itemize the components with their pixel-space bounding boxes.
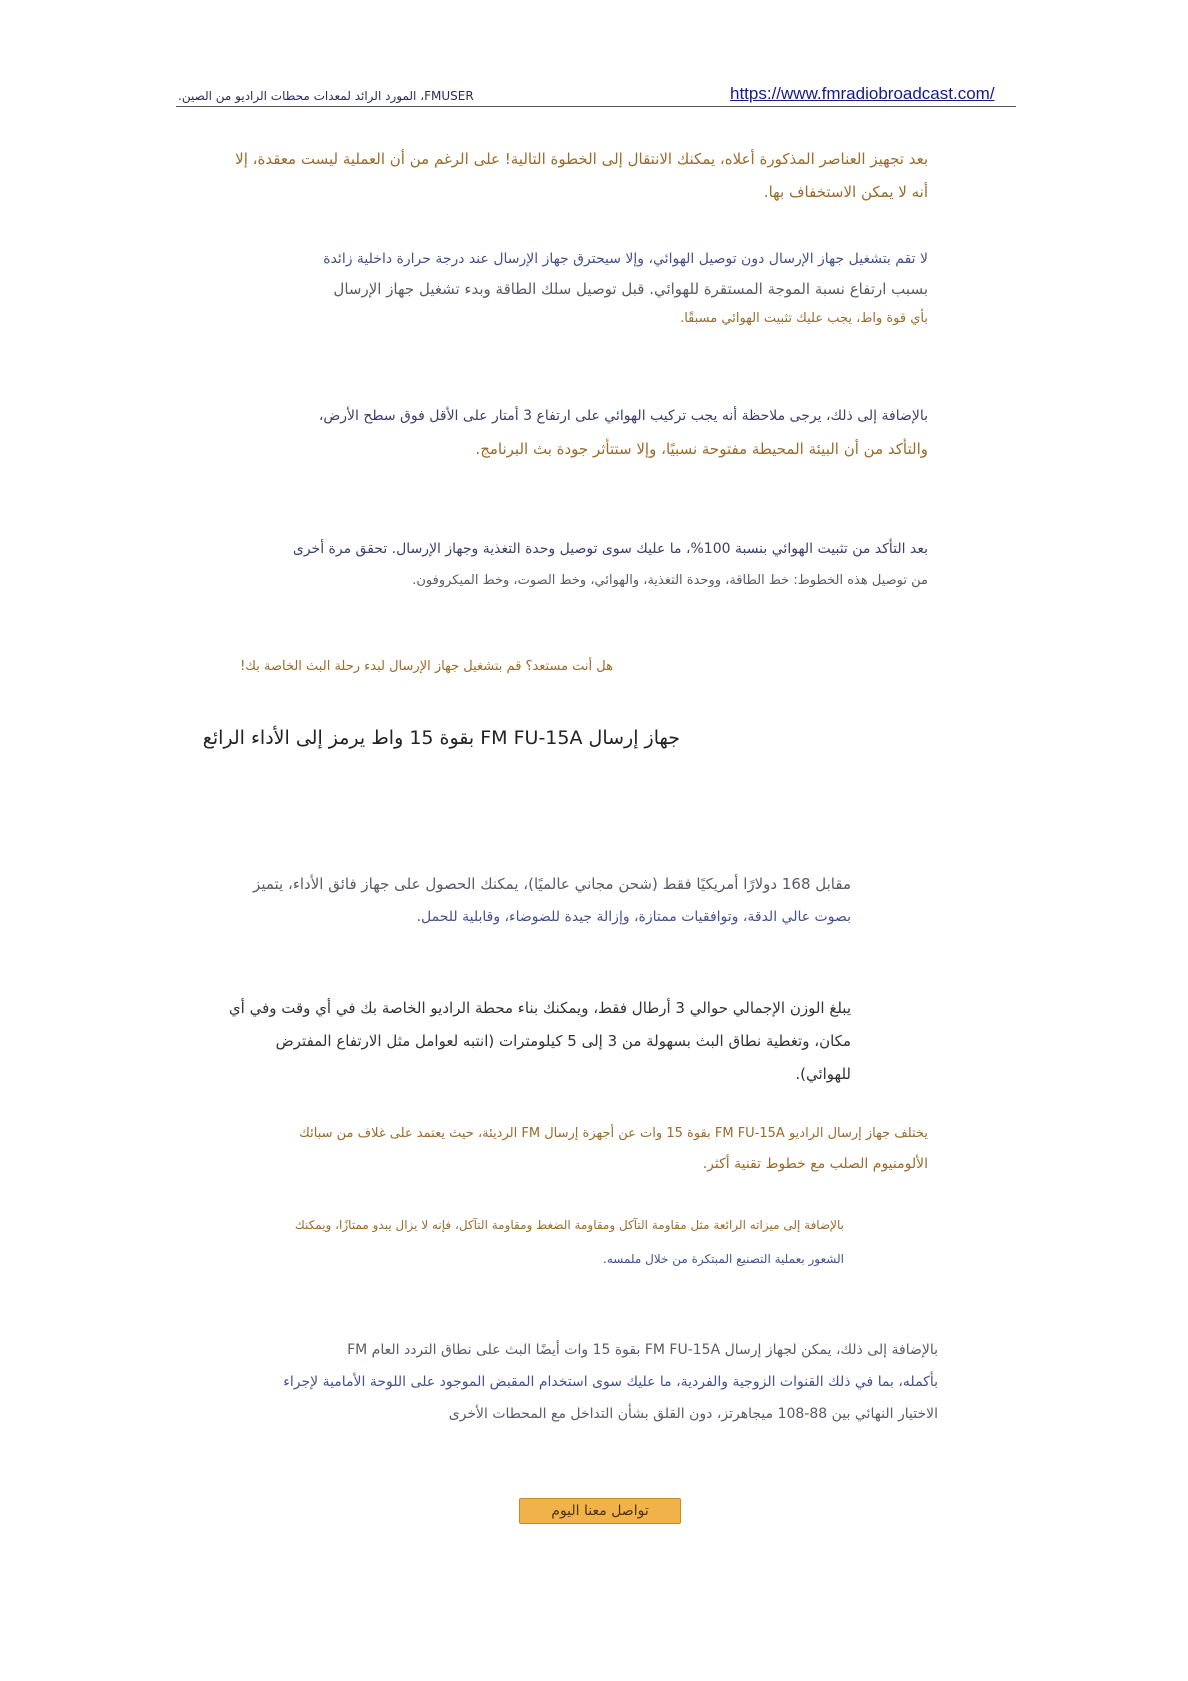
paragraph-line: من توصيل هذه الخطوط: خط الطاقة، ووحدة التغذية، والهوائي، وخط الصوت، وخط الميكروفون. bbox=[412, 573, 928, 588]
paragraph-line: الاختيار النهائي بين 88-108 ميجاهرتز، دون القلق بشأن التداخل مع المحطات الأخرى bbox=[448, 1406, 938, 1422]
paragraph-intro bbox=[178, 143, 928, 209]
paragraph-line: بعد التأكد من تثبيت الهوائي بنسبة 100%، ما عليك سوى توصيل وحدة التغذية وجهاز الإرسال. تحقق مرة أخرى bbox=[292, 541, 928, 557]
paragraph-line: يبلغ الوزن الإجمالي حوالي 3 أرطال فقط، ويمكنك بناء محطة الراديو الخاصة بك في أي وقت وفي أي bbox=[228, 999, 851, 1017]
header-tagline: FMUSER، المورد الرائد لمعدات محطات الراديو من الصين. bbox=[178, 89, 474, 103]
header-divider bbox=[176, 106, 1016, 107]
paragraph-line: بسبب ارتفاع نسبة الموجة المستقرة للهوائي. قبل توصيل سلك الطاقة وبدء تشغيل جهاز الإرسال bbox=[333, 280, 928, 298]
paragraph-line: الشعور بعملية التصنيع المبتكرة من خلال ملمسه. bbox=[603, 1252, 844, 1266]
paragraph-housing bbox=[178, 1119, 928, 1179]
paragraph-line: مقابل 168 دولارًا أمريكيًا فقط (شحن مجاني عالميًا)، يمكنك الحصول على جهاز فائق الأداء، يتميز bbox=[253, 875, 851, 893]
paragraph-line: بأكمله، بما في ذلك القنوات الزوجية والفردية، ما عليك سوى استخدام المقبض الموجود على اللوحة الأمامية لإجراء bbox=[283, 1374, 938, 1390]
paragraph-line: أنه لا يمكن الاستخفاف بها. bbox=[763, 183, 928, 201]
paragraph-durability bbox=[178, 1208, 844, 1276]
paragraph-line: الألومنيوم الصلب مع خطوط تقنية أكثر. bbox=[702, 1156, 928, 1172]
site-url-link[interactable]: https://www.fmradiobroadcast.com/ bbox=[730, 84, 995, 103]
paragraph-line: للهوائي). bbox=[795, 1065, 851, 1083]
paragraph-line: بالإضافة إلى ذلك، يرجى ملاحظة أنه يجب تركيب الهوائي على ارتفاع 3 أمتار على الأقل فوق سطح الأرض، bbox=[318, 408, 928, 424]
paragraph-line: بصوت عالي الدقة، وتوافقيات ممتازة، وإزالة جيدة للضوضاء، وقابلية للحمل. bbox=[416, 909, 851, 925]
paragraph-ready bbox=[178, 655, 613, 679]
paragraph-line: بأي قوة واط، يجب عليك تثبيت الهوائي مسبقًا. bbox=[680, 311, 928, 326]
section-heading: جهاز إرسال FM FU-15A بقوة 15 واط يرمز إلى الأداء الرائع bbox=[202, 727, 680, 749]
paragraph-antenna-height bbox=[178, 400, 928, 466]
paragraph-weight bbox=[178, 992, 851, 1091]
paragraph-price bbox=[178, 868, 851, 934]
paragraph-line: لا تقم بتشغيل جهاز الإرسال دون توصيل الهوائي، وإلا سيحترق جهاز الإرسال عند درجة حرارة داخلية زائدة bbox=[323, 251, 928, 267]
paragraph-line: بالإضافة إلى ميزاته الرائعة مثل مقاومة التآكل ومقاومة الضغط ومقاومة التآكل، فإنه لا يزال يبدو ممتازًا، ويمكنك bbox=[294, 1218, 844, 1232]
paragraph-line: والتأكد من أن البيئة المحيطة مفتوحة نسبيًا، وإلا ستتأثر جودة بث البرنامج. bbox=[475, 440, 928, 458]
paragraph-frequency bbox=[178, 1334, 938, 1430]
paragraph-line: يختلف جهاز إرسال الراديو FM FU-15A بقوة 15 وات عن أجهزة إرسال FM الرديئة، حيث يعتمد على غلاف من سبائك bbox=[299, 1126, 928, 1141]
paragraph-line: مكان، وتغطية نطاق البث بسهولة من 3 إلى 5 كيلومترات (انتبه لعوامل مثل الارتفاع المفترض bbox=[275, 1032, 851, 1050]
paragraph-line: بالإضافة إلى ذلك، يمكن لجهاز إرسال FM FU-15A بقوة 15 وات أيضًا البث على نطاق التردد العام FM bbox=[347, 1342, 938, 1358]
paragraph-connection-check bbox=[178, 533, 928, 597]
paragraph-line: هل أنت مستعد؟ قم بتشغيل جهاز الإرسال لبدء رحلة البث الخاصة بك! bbox=[240, 659, 613, 674]
paragraph-line: بعد تجهيز العناصر المذكورة أعلاه، يمكنك الانتقال إلى الخطوة التالية! على الرغم من أن العملية ليست معقدة، إلا bbox=[235, 150, 928, 168]
contact-us-button[interactable]: تواصل معنا اليوم bbox=[519, 1498, 681, 1524]
paragraph-warning bbox=[178, 244, 928, 334]
